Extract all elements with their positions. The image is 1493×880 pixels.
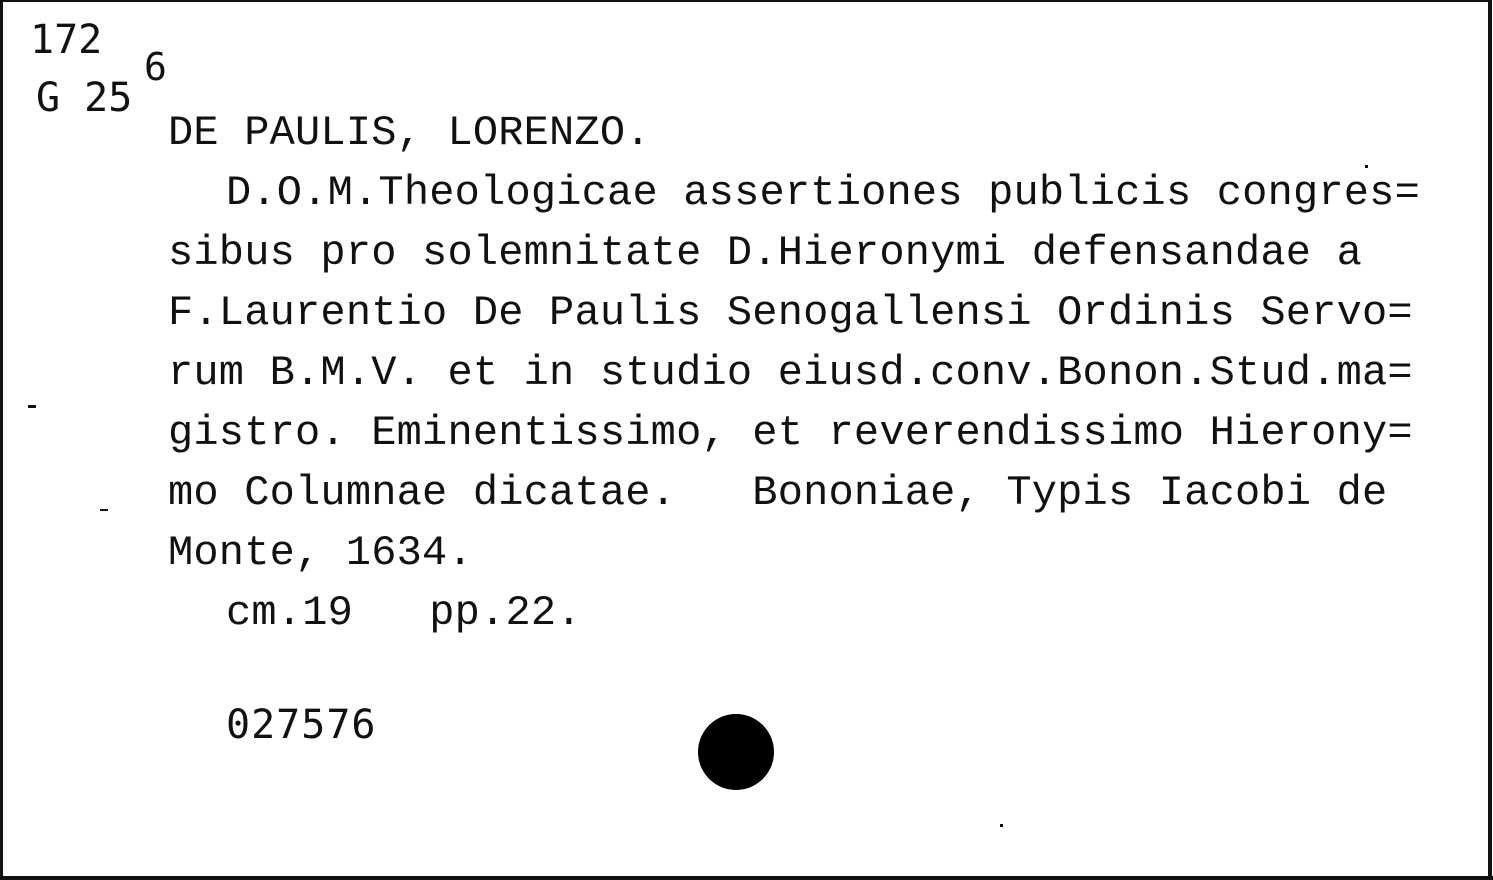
title-line-6: mo Columnae dicatae. Bononiae, Typis Iacobi de <box>168 469 1388 517</box>
call-number-superscript: 6 <box>144 45 167 89</box>
punch-hole <box>698 714 774 790</box>
speck <box>100 509 108 511</box>
title-line-3: F.Laurentio De Paulis Senogallensi Ordinis Servo= <box>168 289 1413 337</box>
speck <box>1365 165 1368 168</box>
card-border-bottom <box>0 876 1493 880</box>
imprint-line: Monte, 1634. <box>168 529 473 577</box>
call-number-line-2: G 25 <box>36 75 133 121</box>
card-border-left <box>0 0 3 880</box>
title-line-5: gistro. Eminentissimo, et reverendissimo Hierony= <box>168 409 1413 457</box>
card-border-right <box>1488 0 1492 880</box>
title-line-1: D.O.M.Theologicae assertiones publicis congres= <box>226 169 1420 217</box>
collation-line: cm.19 pp.22. <box>226 589 582 637</box>
speck <box>28 405 36 408</box>
call-number-line-1: 172 <box>30 17 103 63</box>
card-border-top <box>0 0 1490 2</box>
title-line-2: sibus pro solemnitate D.Hieronymi defensandae a <box>168 229 1362 277</box>
title-line-4: rum B.M.V. et in studio eiusd.conv.Bonon.Stud.ma= <box>168 349 1413 397</box>
accession-number: 027576 <box>226 702 377 748</box>
speck <box>1000 824 1003 827</box>
author-heading: DE PAULIS, LORENZO. <box>168 109 651 157</box>
